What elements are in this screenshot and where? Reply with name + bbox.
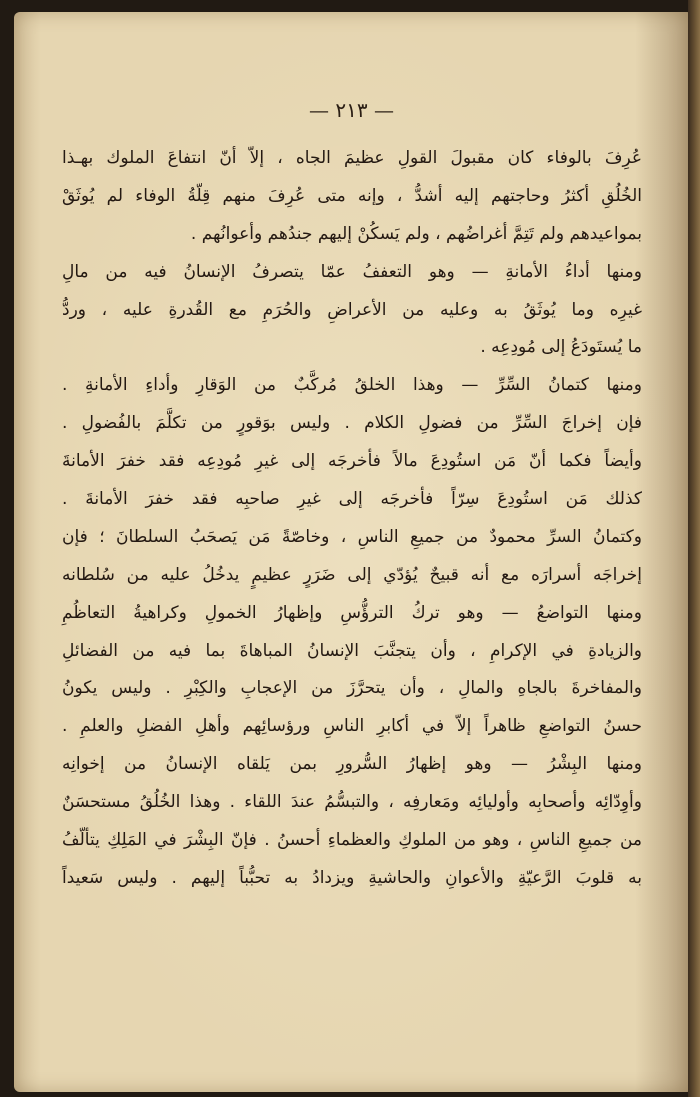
text-line: الخُلُقِ أكثرُ وحاجتهم إليه أشدُّ ، وإنه متى عُرِفَ منهم قِلّةُ الوفاء لم يُوثَقْ <box>62 185 642 206</box>
arabic-text-body <box>62 140 642 898</box>
text-line: عُرِفَ بالوفاء كان مقبولَ القولِ عظيمَ الجاه ، إلاّ أنّ انتفاعَ الملوك بهـذا <box>62 148 642 168</box>
text-line: إخراجَه أسرارَه مع أنه قبيحٌ يُؤدّي إلى ضَرَرٍ عظيمٍ يدخُلُ عليه من سُلطانه <box>62 564 642 585</box>
text-line: حسنُ التواضعِ ظاهراً إلاّ في أكابرِ الناسِ ورؤسائِهم وأهلِ الفضلِ والعلمِ . <box>62 716 642 737</box>
text-line: والمفاخرةَ بالجاهِ والمالِ ، وأن يتحرَّزَ من الإعجابِ والكِبْرِ . وليس يكونُ <box>62 678 642 699</box>
text-line: وكتمانُ السرِّ محمودٌ من جميعِ الناسِ ، وخاصّةً مَن يَصحَبُ السلطانَ ؛ فإن <box>62 526 642 547</box>
page-sheet <box>14 12 689 1092</box>
text-line: فإن إخراجَ السِّرِّ من فضولِ الكلام . وليس بوَقورٍ من تكلَّمَ بالفُضولِ . <box>62 413 642 434</box>
page-number: — ٢١٣ — <box>309 98 394 122</box>
text-line: من جميعِ الناسِ ، وهو من الملوكِ والعظماءِ أحسنُ . فإنّ البِشْرَ في المَلِكِ يتألّفُ <box>62 830 642 851</box>
text-line: ومنها أداءُ الأمانةِ — وهو التعففُ عمّا يتصرفُ الإنسانُ فيه من مالِ <box>62 261 642 282</box>
text-line: ومنها كتمانُ السِّرِّ — وهذا الخلقُ مُركَّبٌ من الوَقارِ وأداءِ الأمانةِ . <box>62 375 642 396</box>
book-binding-edge <box>688 0 700 1097</box>
text-line: ومنها التواضعُ — وهو تركُ الترؤُّسِ وإظهارُ الخمولِ وكراهيةُ التعاظُمِ <box>62 602 642 623</box>
text-line: والزيادةِ في الإكرامِ ، وأن يتجنَّبَ الإنسانُ المباهاةَ بما فيه من الفضائلِ <box>62 640 642 661</box>
text-line: ما يُستَودَعُ إلى مُودِعِه . <box>480 337 642 358</box>
text-line: وأيضاً فكما أنّ مَن استُودِعَ مالاً فأخرجَه إلى غيرِ مُودِعِه فقد خفرَ الأمانةَ <box>62 451 642 472</box>
text-line: به قلوبَ الرَّعيّةِ والأعوانِ والحاشيةِ ويزدادُ به تحبُّباً إليهم . وليس سَعيداً <box>62 867 642 888</box>
text-line: وأوِدّائِه وأصحابِه وأوليائِه ومَعارفِه ، والتبسُّمُ عندَ اللقاء . وهذا الخُلُقُ مستحسَنٌ <box>62 792 642 813</box>
text-line: ومنها البِشْرُ — وهو إظهارُ السُّرورِ بمن يَلقاه الإنسانُ من إخوانِه <box>62 754 642 775</box>
text-line: غيرِه وما يُوثَقُ به وعليه من الأعراضِ والحُرَمِ مع القُدرةِ عليه ، وردُّ <box>62 299 642 320</box>
text-line: بمواعيدهم ولم تَتِمَّ أغراضُهم ، ولم يَسكُنْ إليهم جندُهم وأعوانُهم . <box>190 223 642 244</box>
text-line: كذلك مَن استُودِعَ سِرّاً فأخرجَه إلى غيرِ صاحبِه فقد خفرَ الأمانةَ . <box>62 489 642 510</box>
